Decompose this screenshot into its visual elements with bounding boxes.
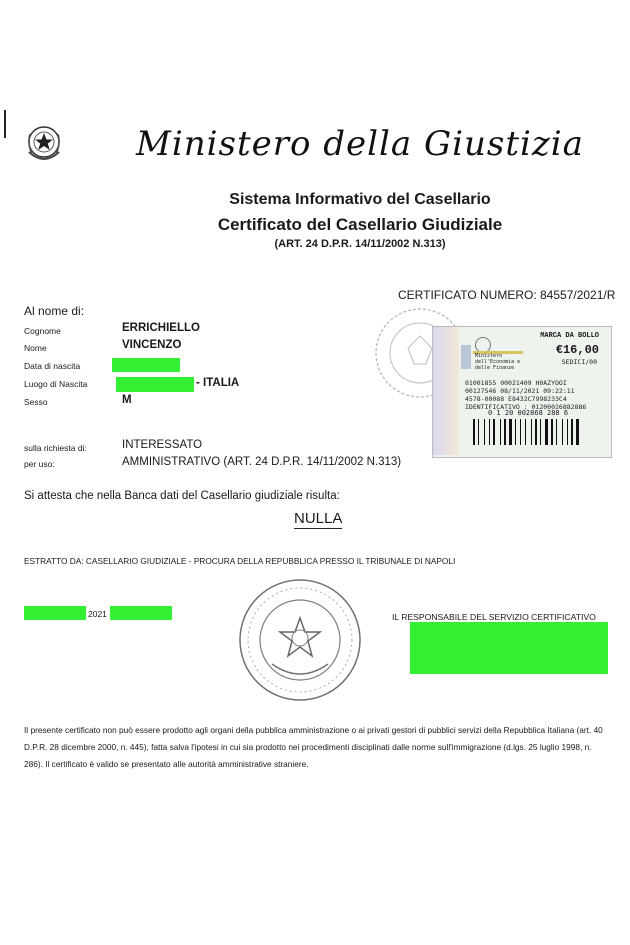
legal-notice: Il presente certificato non può essere prodotto agli organi della pubblica amministrazione o ai privati gestori di pubblici servizi della Repubblica Italiana (art. 40 D.P.R. 28 dicembre 2000, n. 445), fatta salva l'ipotesi in cui sia prodotto nei procedimenti disciplinati dalle norme sull'immigrazione (d.lgs. 25 luglio 1998, n. 286). Il certificato è valido se presentato alle autorità amministrative straniere.	[24, 725, 603, 769]
barcode-bar	[522, 419, 524, 445]
barcode-bar	[486, 419, 488, 445]
barcode-bar	[517, 419, 519, 445]
barcode-bar	[520, 419, 521, 445]
stamp-security-strip	[461, 345, 471, 369]
margin-mark	[4, 110, 6, 138]
barcode-bar	[542, 419, 544, 445]
stamp-line-3: 4578-00088 E8432C7998233C4	[465, 395, 567, 403]
barcode-bar	[576, 419, 579, 445]
birth-date-label: Data di nascita	[24, 361, 81, 371]
barcode-bar	[476, 419, 477, 445]
barcode-bar	[538, 419, 539, 445]
procura-seal-icon	[232, 574, 368, 706]
barcode-bar	[571, 419, 573, 445]
barcode-bar	[580, 419, 581, 445]
italian-republic-emblem-icon	[24, 122, 64, 166]
signature-year: 2021	[88, 609, 107, 619]
signature-redaction	[410, 622, 608, 674]
barcode-bar	[500, 419, 501, 445]
stamp-line-1: 01001855 00021409 H0AZYOOI	[465, 379, 567, 387]
certificate-number: CERTIFICATO NUMERO: 84557/2021/R	[398, 288, 616, 302]
barcode-bar	[484, 419, 485, 445]
barcode-bar	[564, 419, 566, 445]
stamp-line-2: 00127546 08/11/2021 09:22:11	[465, 387, 575, 395]
barcode-bar	[554, 419, 555, 445]
barcode-bar	[507, 419, 508, 445]
stamp-barcode-number: 0 1 20 002868 288 6	[488, 409, 569, 417]
barcode-bar	[540, 419, 541, 445]
stamp-line-4: IDENTIFICATIVO : 01200026882886	[465, 403, 587, 411]
barcode-bar	[562, 419, 563, 445]
surname-label: Cognome	[24, 326, 61, 336]
requester-value: INTERESSATO	[122, 439, 203, 451]
barcode-bar	[533, 419, 534, 445]
barcode-bar	[531, 419, 532, 445]
barcode-bar	[556, 419, 557, 445]
use-label: per uso:	[24, 459, 55, 469]
birth-place-country: - ITALIA	[196, 377, 240, 389]
stamp-heading: MARCA DA BOLLO	[540, 332, 599, 340]
extract-source: ESTRATTO DA: CASELLARIO GIUDIZIALE - PROCURA DELLA REPUBBLICA PRESSO IL TRIBUNALE DI NAPOLI	[24, 556, 456, 566]
attestation-statement: Si attesta che nella Banca dati del Casellario giudiziale risulta:	[24, 490, 340, 502]
date-redaction-left	[24, 606, 86, 620]
ministry-title: Ministero della Giustizia	[136, 124, 584, 164]
sex-value: M	[122, 394, 132, 406]
barcode-bar	[551, 419, 553, 445]
stamp-barcode	[473, 419, 607, 445]
first-name-value: VINCENZO	[122, 339, 182, 351]
responsible-officer-label: IL RESPONSABILE DEL SERVIZIO CERTIFICATIVO	[392, 612, 596, 622]
barcode-bar	[558, 419, 561, 445]
birth-date-redaction	[112, 358, 180, 372]
birth-place-redaction	[116, 377, 194, 392]
requester-label: sulla richiesta di:	[24, 443, 87, 453]
legal-reference: (ART. 24 D.P.R. 14/11/2002 N.313)	[274, 238, 446, 250]
barcode-bar	[515, 419, 516, 445]
barcode-bar	[569, 419, 570, 445]
barcode-bar	[513, 419, 514, 445]
barcode-bar	[509, 419, 512, 445]
sex-label: Sesso	[24, 397, 48, 407]
date-redaction-right	[110, 606, 172, 620]
barcode-bar	[478, 419, 479, 445]
system-name: Sistema Informativo del Casellario	[229, 191, 491, 208]
stamp-amount: €16,00	[555, 343, 599, 357]
document-title: Certificato del Casellario Giudiziale	[217, 215, 503, 234]
barcode-bar	[504, 419, 506, 445]
stamp-code: SEDICI/00	[561, 358, 597, 366]
name-section-label: Al nome di:	[24, 304, 85, 318]
surname-value: ERRICHIELLO	[122, 322, 200, 334]
stamp-ministry: Ministero dell'Economia e delle Finanze	[475, 353, 521, 371]
barcode-bar	[574, 419, 575, 445]
birth-place-label: Luogo di Nascita	[24, 379, 88, 389]
barcode-bar	[496, 419, 499, 445]
first-name-label: Nome	[24, 343, 47, 353]
barcode-bar	[567, 419, 568, 445]
barcode-bar	[527, 419, 530, 445]
stamp-hologram-stripe	[433, 327, 459, 455]
barcode-bar	[545, 419, 548, 445]
barcode-bar	[502, 419, 503, 445]
barcode-bar	[489, 419, 490, 445]
use-value: AMMINISTRATIVO (ART. 24 D.P.R. 14/11/2002 N.313)	[122, 456, 402, 468]
barcode-bar	[480, 419, 483, 445]
barcode-bar	[549, 419, 550, 445]
barcode-bar	[525, 419, 526, 445]
result-value: NULLA	[294, 510, 343, 527]
barcode-bar	[535, 419, 537, 445]
revenue-stamp	[432, 326, 612, 458]
barcode-bar	[493, 419, 495, 445]
barcode-bar	[473, 419, 475, 445]
barcode-bar	[491, 419, 492, 445]
